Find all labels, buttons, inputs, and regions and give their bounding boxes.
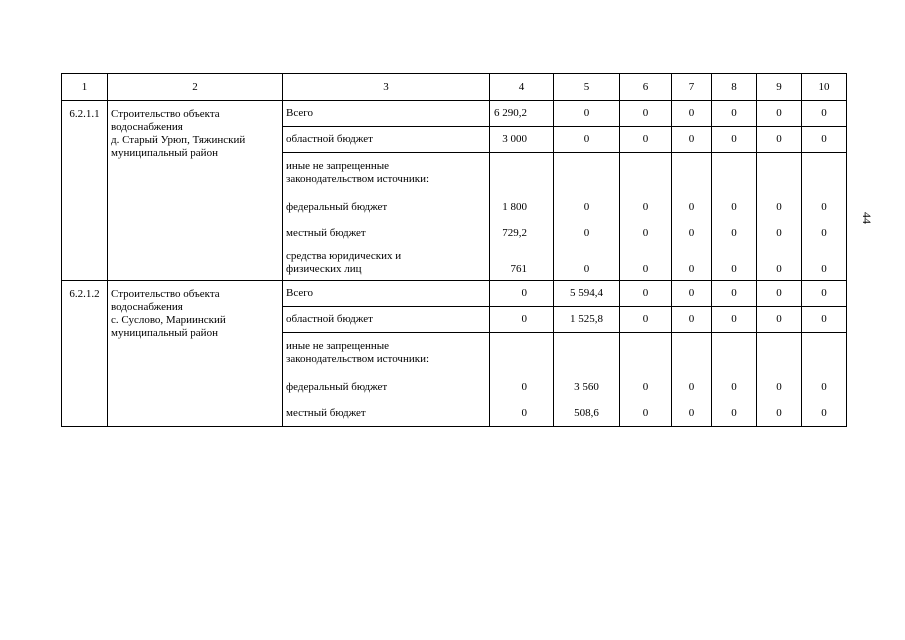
value-cell: 0 (757, 307, 802, 333)
value-cell: 0 (757, 221, 802, 247)
value-cell (490, 333, 554, 375)
value-cell (554, 153, 620, 195)
value-cell: 0 (712, 221, 757, 247)
value-cell: 0 (757, 401, 802, 427)
value-cell (712, 333, 757, 375)
value-cell: 0 (620, 247, 672, 281)
value-cell: 0 (672, 247, 712, 281)
value-cell: 0 (757, 281, 802, 307)
project-name-line: д. Старый Урюп, Тяжинский (111, 134, 246, 146)
project-name (108, 101, 283, 281)
value-cell: 0 (620, 281, 672, 307)
header-row (62, 74, 847, 101)
value-cell: 0 (802, 375, 847, 401)
value-cell: 0 (554, 221, 620, 247)
value-cell: 761 (490, 247, 554, 281)
value-cell (757, 333, 802, 375)
funding-source-line: законодательством источники: (286, 353, 430, 365)
value-cell: 0 (620, 375, 672, 401)
funding-source-line: законодательством источники: (286, 173, 430, 185)
funding-source: Всего (283, 281, 490, 307)
value-cell: 0 (802, 401, 847, 427)
column-header: 2 (108, 74, 283, 101)
value-cell: 3 000 (490, 127, 554, 153)
value-cell: 729,2 (490, 221, 554, 247)
value-cell: 0 (620, 401, 672, 427)
value-cell: 0 (802, 247, 847, 281)
value-cell (490, 153, 554, 195)
funding-source (283, 153, 490, 195)
column-header: 1 (62, 74, 108, 101)
value-cell: 0 (757, 375, 802, 401)
value-cell: 0 (490, 401, 554, 427)
value-cell: 0 (490, 307, 554, 333)
column-header: 9 (757, 74, 802, 101)
value-cell: 0 (672, 127, 712, 153)
value-cell: 0 (802, 221, 847, 247)
budget-table (61, 73, 847, 427)
funding-source-line: иные не запрещенные (286, 340, 390, 352)
value-cell (712, 153, 757, 195)
value-cell: 0 (620, 127, 672, 153)
project-name-line: муниципальный район (111, 327, 218, 339)
table-row (62, 281, 847, 307)
value-cell: 0 (620, 101, 672, 127)
project-name-line: муниципальный район (111, 147, 218, 159)
value-cell: 0 (757, 247, 802, 281)
project-name-line: водоснабжения (111, 121, 183, 133)
value-cell: 0 (554, 127, 620, 153)
funding-source: областной бюджет (283, 307, 490, 333)
project-name-line: водоснабжения (111, 301, 183, 313)
value-cell: 0 (802, 101, 847, 127)
project-name-line: Строительство объекта (111, 288, 220, 300)
funding-source-line: физических лиц (286, 263, 362, 275)
project-code: 6.2.1.2 (62, 281, 108, 427)
table-row (62, 101, 847, 127)
funding-source (283, 247, 490, 281)
value-cell: 508,6 (554, 401, 620, 427)
funding-source (283, 333, 490, 375)
value-cell: 0 (620, 195, 672, 221)
value-cell (620, 333, 672, 375)
value-cell: 0 (802, 195, 847, 221)
value-cell: 0 (672, 221, 712, 247)
funding-source: Всего (283, 101, 490, 127)
value-cell: 5 594,4 (554, 281, 620, 307)
value-cell: 0 (554, 195, 620, 221)
value-cell: 0 (672, 195, 712, 221)
value-cell (672, 333, 712, 375)
value-cell: 0 (802, 127, 847, 153)
project-name (108, 281, 283, 427)
value-cell: 0 (757, 127, 802, 153)
value-cell: 0 (712, 247, 757, 281)
value-cell (802, 153, 847, 195)
value-cell: 0 (672, 401, 712, 427)
column-header: 10 (802, 74, 847, 101)
value-cell: 0 (757, 195, 802, 221)
funding-source: областной бюджет (283, 127, 490, 153)
value-cell: 0 (554, 101, 620, 127)
page-number: 44 (860, 212, 874, 224)
column-header: 6 (620, 74, 672, 101)
value-cell: 0 (672, 375, 712, 401)
value-cell: 0 (672, 101, 712, 127)
value-cell: 0 (757, 101, 802, 127)
value-cell (802, 333, 847, 375)
value-cell: 0 (620, 221, 672, 247)
value-cell: 0 (490, 281, 554, 307)
value-cell: 0 (712, 127, 757, 153)
project-name-line: Строительство объекта (111, 108, 220, 120)
value-cell: 0 (554, 247, 620, 281)
funding-source-line: средства юридических и (286, 250, 402, 262)
value-cell: 0 (712, 195, 757, 221)
value-cell: 0 (712, 375, 757, 401)
funding-source: местный бюджет (283, 401, 490, 427)
value-cell: 0 (490, 375, 554, 401)
funding-source-line: иные не запрещенные (286, 160, 390, 172)
column-header: 3 (283, 74, 490, 101)
funding-source: местный бюджет (283, 221, 490, 247)
column-header: 7 (672, 74, 712, 101)
value-cell: 1 525,8 (554, 307, 620, 333)
funding-source: федеральный бюджет (283, 375, 490, 401)
value-cell: 0 (802, 307, 847, 333)
value-cell: 0 (712, 101, 757, 127)
value-cell: 0 (712, 281, 757, 307)
value-cell: 0 (802, 281, 847, 307)
value-cell: 0 (712, 401, 757, 427)
value-cell: 6 290,2 (490, 101, 554, 127)
project-code: 6.2.1.1 (62, 101, 108, 281)
value-cell: 0 (672, 307, 712, 333)
column-header: 4 (490, 74, 554, 101)
value-cell: 0 (620, 307, 672, 333)
project-name-line: с. Суслово, Мариинский (111, 314, 226, 326)
value-cell: 0 (712, 307, 757, 333)
column-header: 5 (554, 74, 620, 101)
value-cell: 3 560 (554, 375, 620, 401)
value-cell: 0 (672, 281, 712, 307)
value-cell (672, 153, 712, 195)
value-cell: 1 800 (490, 195, 554, 221)
value-cell (620, 153, 672, 195)
column-header: 8 (712, 74, 757, 101)
value-cell (554, 333, 620, 375)
funding-source: федеральный бюджет (283, 195, 490, 221)
value-cell (757, 153, 802, 195)
